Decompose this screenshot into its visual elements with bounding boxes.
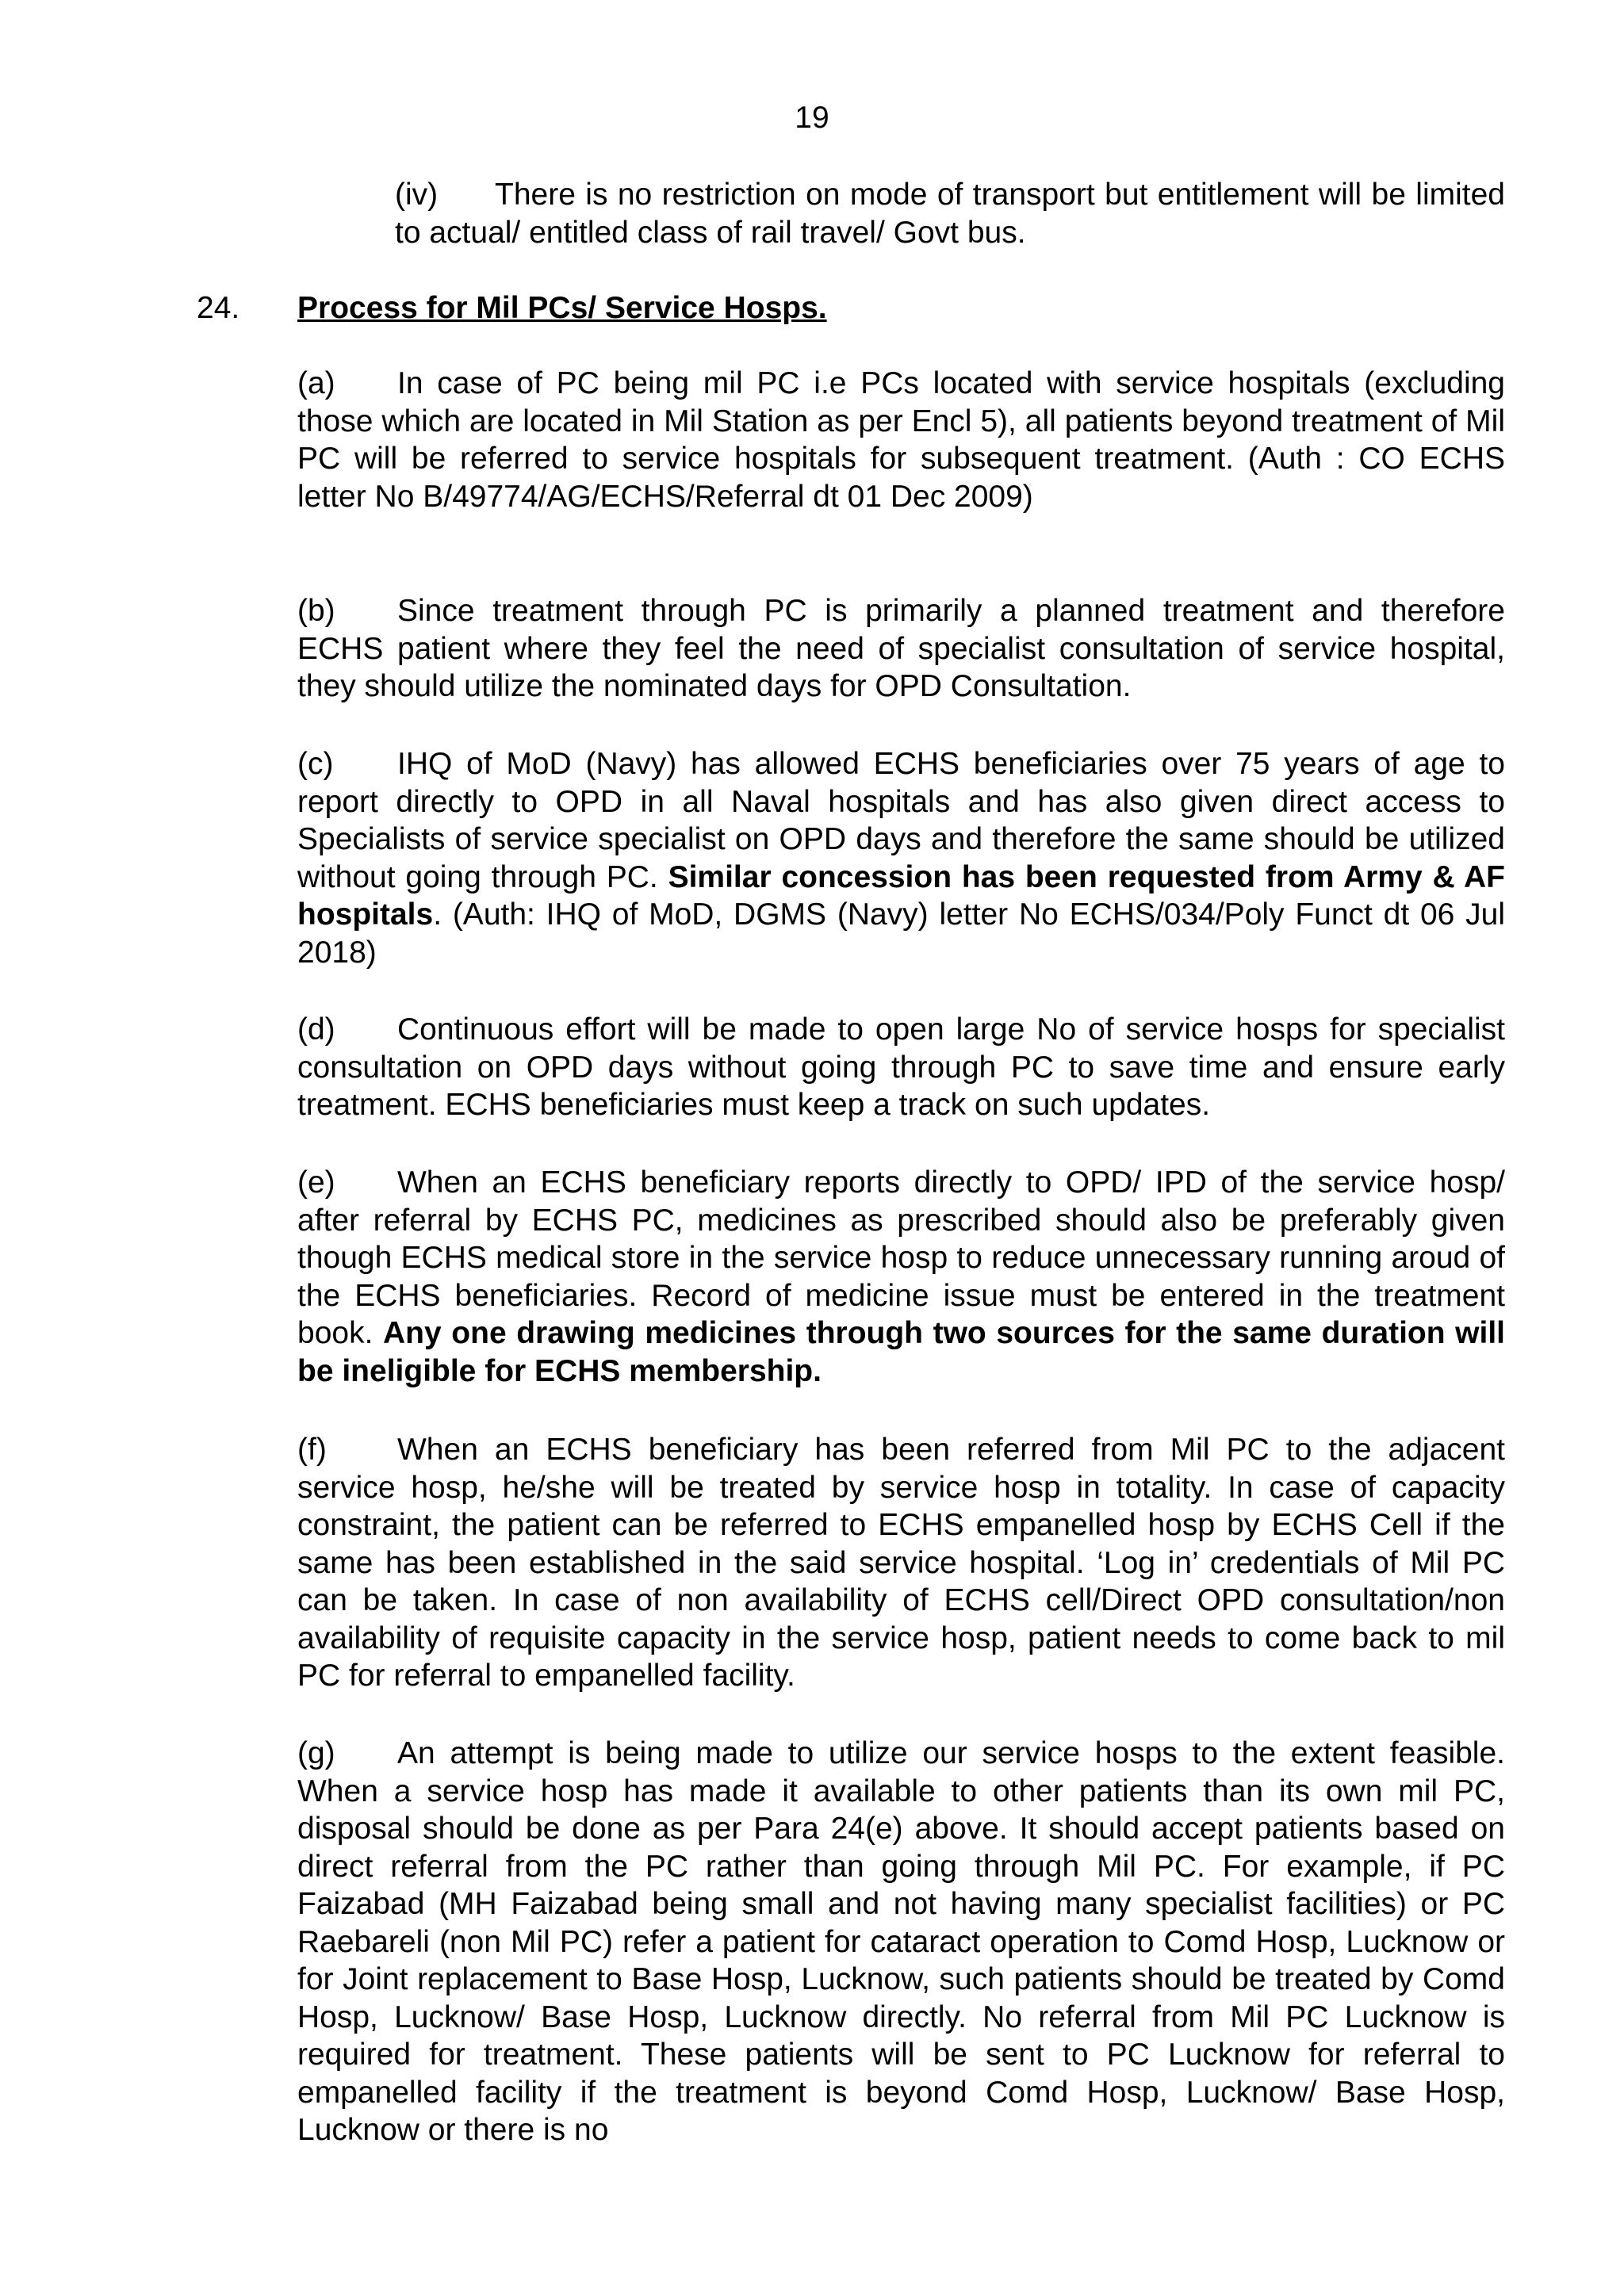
para-b-text: Since treatment through PC is primarily a planned treatment and therefore ECHS patient where they feel the need of specialist consultation of service hospital, they should utilize the nominated days for OPD Consultation. <box>297 594 1505 703</box>
para-d-text: Continuous effort will be made to open large No of service hosps for specialist consultation on OPD days without going through PC to save time and ensure early treatment. ECHS beneficiaries must keep a track on such updates. <box>297 1012 1505 1122</box>
section-number: 24. <box>197 291 240 325</box>
para-e-bold: Any one drawing medicines through two sources for the same duration will be ineligible for ECHS membership. <box>297 1316 1505 1388</box>
para-c-text: IHQ of MoD (Navy) has allowed ECHS beneficiaries over 75 years of age to report directly to OPD in all Naval hospitals and has also given direct access to Specialists of service specialist on OPD days and therefore the same should be utilized without going through PC. <box>297 747 1505 894</box>
para-iv <box>395 176 1505 251</box>
para-d-label: (d) <box>297 1012 335 1047</box>
para-iv-text: There is no restriction on mode of transport but entitlement will be limited to actual/ entitled class of rail travel/ Govt bus. <box>395 178 1505 250</box>
para-g <box>297 1735 1505 2149</box>
para-f-label: (f) <box>297 1433 327 1467</box>
para-e-text: When an ECHS beneficiary reports directly to OPD/ IPD of the service hosp/ after referral by ECHS PC, medicines as prescribed should also be preferably given though ECHS medical store in the service hosp to reduce unnecessary running aroud of the ECHS beneficiaries. Record of medicine issue must be entered in the treatment book. <box>297 1165 1505 1350</box>
para-b <box>297 592 1505 706</box>
para-a-text: In case of PC being mil PC i.e PCs located with service hospitals (excluding those which are located in Mil Station as per Encl 5), all patients beyond treatment of Mil PC will be referred to service hospitals for subsequent treatment. (Auth : CO ECHS letter No B/49774/AG/ECHS/Referral dt 01 Dec 2009) <box>297 366 1505 514</box>
section-title: Process for Mil PCs/ Service Hosps. <box>297 291 827 325</box>
para-g-text: An attempt is being made to utilize our service hosps to the extent feasible. When a service hosp has made it available to other patients than its own mil PC, disposal should be done as per Para 24(e) above. It should accept patients based on direct referral from the PC rather than going through Mil PC. For example, if PC Faizabad (MH Faizabad being small and not having many specialist facilities) or PC Raebareli (non Mil PC) refer a patient for cataract operation to Comd Hosp, Lucknow or for Joint replacement to Base Hosp, Lucknow, such patients should be treated by Comd Hosp, Lucknow/ Base Hosp, Lucknow directly. No referral from Mil PC Lucknow is required for treatment. These patients will be sent to PC Lucknow for referral to empanelled facility if the treatment is beyond Comd Hosp, Lucknow/ Base Hosp, Lucknow or there is no <box>297 1736 1505 2147</box>
para-a-label: (a) <box>297 366 335 400</box>
para-b-label: (b) <box>297 594 335 628</box>
para-g-label: (g) <box>297 1736 335 1770</box>
para-c <box>297 745 1505 971</box>
para-a <box>297 365 1505 515</box>
para-c-auth: . (Auth: IHQ of MoD, DGMS (Navy) letter No ECHS/034/Poly Funct dt 06 Jul 2018) <box>297 897 1505 970</box>
page-number: 19 <box>795 101 829 135</box>
para-f-text: When an ECHS beneficiary has been referred from Mil PC to the adjacent service hosp, he/she will be treated by service hosp in totality. In case of capacity constraint, the patient can be referred to ECHS empanelled hosp by ECHS Cell if the same has been established in the said service hospital. ‘Log in’ credentials of Mil PC can be taken. In case of non availability of ECHS cell/Direct OPD consultation/non availability of requisite capacity in the service hosp, patient needs to come back to mil PC for referral to empanelled facility. <box>297 1433 1505 1693</box>
para-d <box>297 1011 1505 1124</box>
para-c-label: (c) <box>297 747 334 781</box>
para-c-bold: Similar concession has been requested from Army & AF hospitals <box>297 859 1505 932</box>
para-iv-label: (iv) <box>395 178 439 212</box>
para-e-label: (e) <box>297 1165 335 1200</box>
para-e <box>297 1164 1505 1390</box>
para-f <box>297 1431 1505 1695</box>
